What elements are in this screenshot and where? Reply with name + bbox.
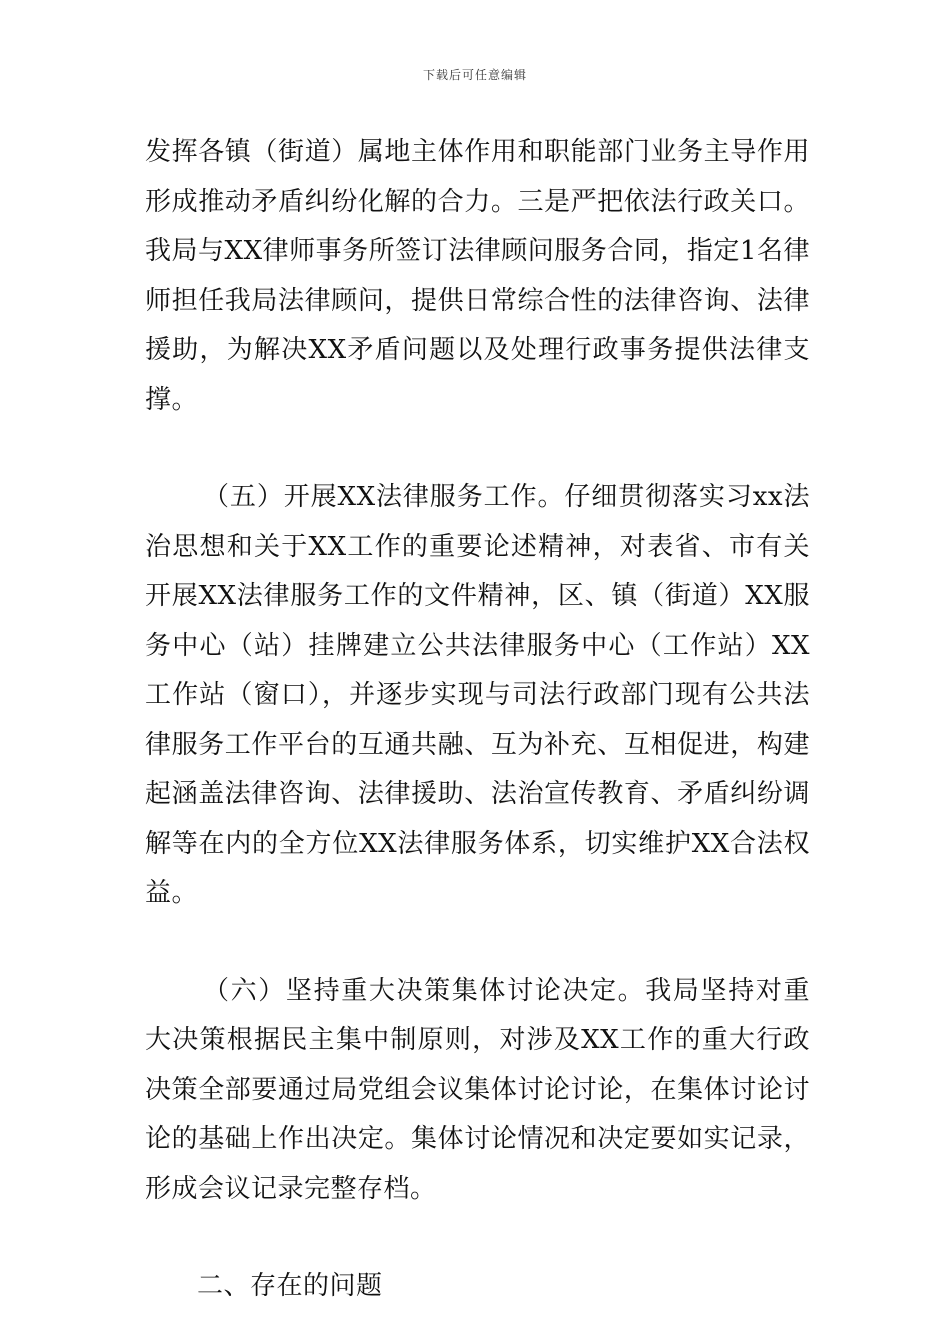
paragraph-section-six: （六）坚持重大决策集体讨论决定。我局坚持对重大决策根据民主集中制原则，对涉及XX工作的重大行政决策全部要通过局党组会议集体讨论讨论，在集体讨论讨论的基础上作出决定。集体讨论情况和决定要如实记录，形成会议记录完整存档。 (145, 975, 810, 1204)
paragraph-gap (145, 919, 810, 967)
document-body (145, 128, 810, 1312)
paragraph-continuation: 发挥各镇（街道）属地主体作用和职能部门业务主导作用形成推动矛盾纠纷化解的合力。三是严把依法行政关口。我局与XX律师事务所签订法律顾问服务合同，指定1名律师担任我局法律顾问，提供日常综合性的法律咨询、法律援助，为解决XX矛盾问题以及处理行政事务提供法律支撑。 (145, 137, 810, 415)
section-heading: 二、存在的问题 (197, 1271, 383, 1301)
paragraph-gap (145, 425, 810, 473)
paragraph-section-five: （五）开展XX法律服务工作。仔细贯彻落实习xx法治思想和关于XX工作的重要论述精神，对表省、市有关开展XX法律服务工作的文件精神，区、镇（街道）XX服务中心（站）挂牌建立公共法律服务中心（工作站）XX工作站（窗口），并逐步实现与司法行政部门现有公共法律服务工作平台的互通共融、互为补充、互相促进，构建起涵盖法律咨询、法律援助、法治宣传教育、矛盾纠纷调解等在内的全方位XX法律服务体系，切实维护XX合法权益。 (145, 482, 810, 908)
page-header-note: 下载后可任意编辑 (422, 68, 527, 82)
paragraph-gap (145, 1214, 810, 1262)
